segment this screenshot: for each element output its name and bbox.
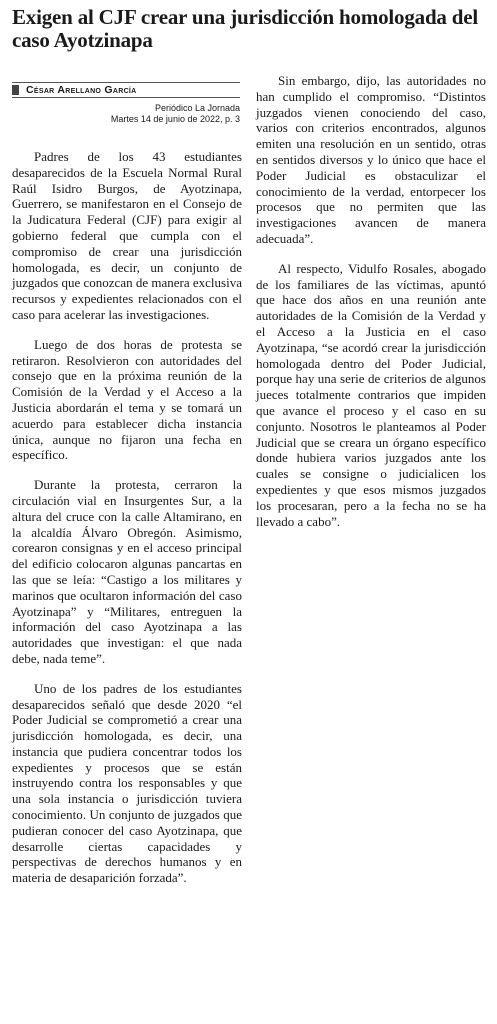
article-column-right: [256, 73, 486, 543]
source-name: Periódico La Jornada: [154, 103, 240, 113]
article-headline: Exigen al CJF crear una jurisdicción homologada del caso Ayotzinapa: [12, 5, 479, 52]
paragraph: Sin embargo, dijo, las autoridades no han cumplido el compromiso. “Distintos juzgados vienen conociendo del caso, varios con criterios encontrados, algunos emiten una resolución en un sentido, otras en sentidos diversos y lo único que hace el Poder Judicial es obstaculizar el conocimiento de la verdad, entorpecer los procesos que no permiten que las investigaciones avancen de manera adecuada”.: [256, 73, 486, 246]
article-column-left: [12, 149, 242, 900]
paragraph: Luego de dos horas de protesta se retiraron. Resolvieron con autoridades del consejo que en la próxima reunión de la Comisión de la Verdad y el Acceso a la Justicia abordarán el tema y se tomará un acuerdo para establecer dicha instancia única, aunque no fijaron una fecha en específico.: [12, 336, 242, 463]
paragraph: Al respecto, Vidulfo Rosales, abogado de los familiares de las víctimas, apuntó que hace dos años en una reunión ante autoridades de la Comisión de la Verdad y el Acceso a la Justicia en el caso Ayotzinapa, “se acordó crear la jurisdicción homologada dentro del Poder Judicial, porque hay una serie de criterios de algunos jueces totalmente contrarios que impiden que avance el proceso y el caso en su conjunto. Nosotros le planteamos al Poder Judicial que se creara un órgano específico donde hubiera varios juzgados ante los cuales se consigne o judicialicen los expedientes y que esos mismos juzgados los procesaran, pero a la fecha no se ha llevado a cabo”.: [256, 260, 486, 529]
paragraph: Padres de los 43 estudiantes desaparecidos de la Escuela Normal Rural Raúl Isidro Burgos, de Ayotzinapa, Guerrero, se manifestaron en el Consejo de la Judicatura Federal (CJF) para exigir al gobierno federal que cumpla con el compromiso de crear una jurisdicción homologada, es decir, un conjunto de juzgados que conozcan de manera exclusiva recursos y expedientes relacionados con el caso para acelerar las investigaciones.: [12, 149, 242, 322]
source-info: [12, 103, 240, 125]
byline-marker: [12, 85, 19, 95]
paragraph: Uno de los padres de los estudiantes desaparecidos señaló que desde 2020 “el Poder Judicial se comprometió a crear una jurisdicción homologada, es decir, una instancia que pudiera concentrar todos los expedientes y procesos que se están instruyendo contra los responsables y que una sola instancia o jurisdicción tuviera conocimiento. Un conjunto de juzgados que pudieran conocer del caso Ayotzinapa, que desarrolle ciertas capacidades y perspectivas de derechos humanos y en materia de desaparición forzada”.: [12, 680, 242, 886]
author-name: César Arellano García: [26, 84, 137, 96]
paragraph: Durante la protesta, cerraron la circulación vial en Insurgentes Sur, a la altura del cruce con la calle Altamirano, en la alcaldía Álvaro Obregón. Asimismo, corearon consignas y en el acceso principal del edificio colocaron algunas pancartas en las que se leía: “Castigo a los militares y marinos que ocultaron información del caso Ayotzinapa” y “Militares, entreguen la información del caso Ayotzinapa a las autoridades que investigan: el que nada debe, nada teme”.: [12, 477, 242, 666]
byline: [12, 82, 240, 98]
publication-date: Martes 14 de junio de 2022, p. 3: [110, 114, 240, 124]
